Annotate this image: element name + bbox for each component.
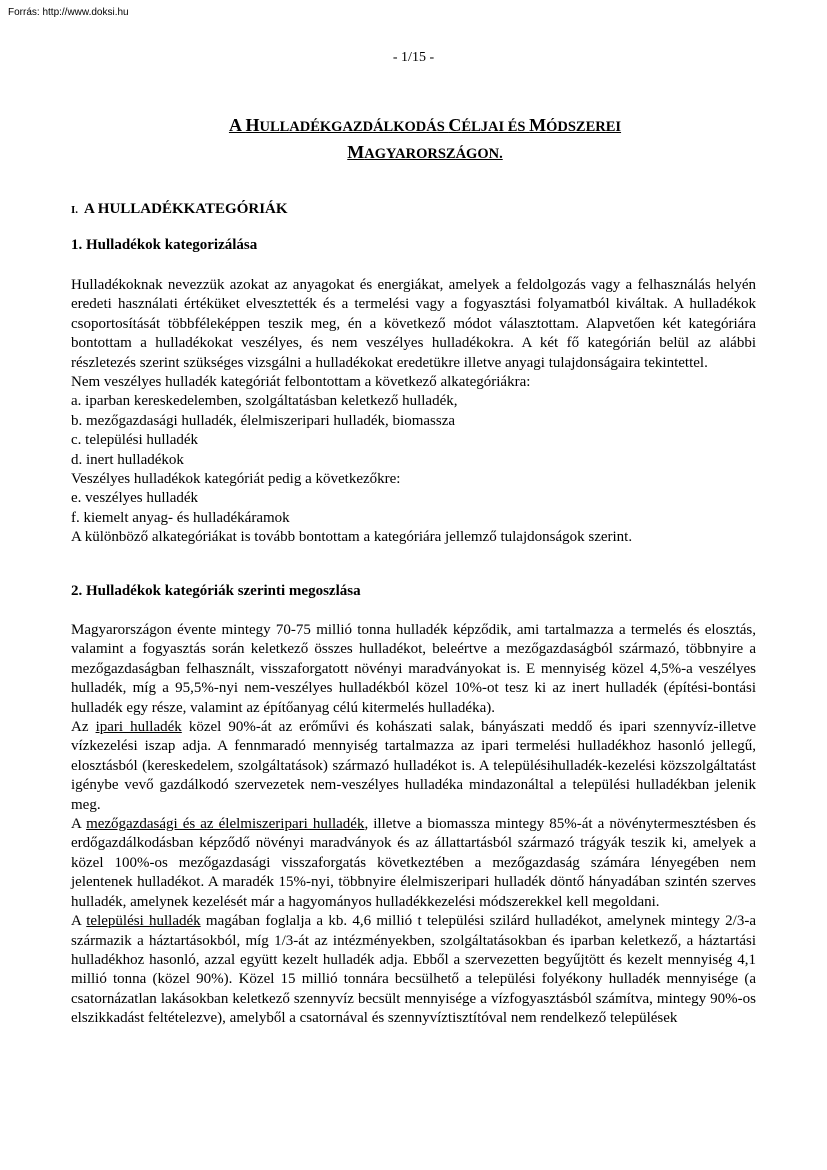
text-span: magában foglalja a kb. 4,6 millió t települési szilárd hulladékot, amelynek mintegy 2/3-a származik a háztartásokból, míg 1/3-át az intézményekben, szolgáltatásokban és iparban keletkező, a háztartási hulladékhoz hasonló, azzal együtt kezelt hulladék adja. Ebből a szervezetten begyűjtött és kezelt mennyiség 4,1 millió tonna (közel 90%). Közel 15 millió tonnára becsülhető a települési folyékony hulladék mennyisége (a csatornázatlan lakásokban keletkező szennyvíz becsült mennyisége a vízfogyasztásból számítva, mintegy 90%-os elszikkadást feltételezve), amelyből a csatornával és szennyvíztisztítóval nem rendelkező települések	[71, 913, 756, 1027]
section-heading	[71, 201, 288, 218]
paragraph	[71, 718, 756, 815]
document-title	[130, 113, 720, 167]
paragraph	[71, 912, 756, 1028]
section-title: A HULLADÉKKATEGÓRIÁK	[84, 201, 288, 217]
paragraph: Magyarországon évente mintegy 70-75 millió tonna hulladék képződik, ami tartalmazza a termelés és elosztás, valamint a fogyasztás során keletkező összes hulladékot, beleértve a mezőgazdaságból származó, többnyire a mezőgazdaságban felhasznált, visszaforgatott növényi maradványokat is. E mennyiség közel 4,5%-a veszélyes hulladék, míg a 95,5%-nyi nem-veszélyes hulladékból közel 10%-ot tesz ki az inert hulladék (építési-bontási hulladék egy része, valamint az építőanyag célú kitermelés hulladéka).	[71, 622, 756, 716]
list-item: e. veszélyes hulladék	[71, 490, 199, 507]
subheading-2: 2. Hulladékok kategóriák szerinti megoszlása	[71, 583, 361, 599]
title-part: ÉLJAI ÉS	[461, 119, 530, 135]
intro-paragraph: Hulladékoknak nevezzük azokat az anyagokat és energiákat, amelyek a feldolgozás vagy a felhasználás helyén eredeti használati értéküket elvesztették és a termelési vagy a fogyasztási folyamatból kiváltak. A hulladékok csoportosítását többféleképpen teszik meg, én a következő módot választottam. Alapvetően két kategóriára bontottam a hulladékokat veszélyes, és nem veszélyes hulladékokra. A két fő kategórián belül az alábbi részletezés szerint szükséges vizsgálni a hulladékokat eredetükre illetve anyagi tulajdonságaira tekintettel.	[71, 277, 756, 371]
paragraph	[71, 815, 756, 912]
title-part: ULLADÉKGAZDÁLKODÁS	[259, 119, 449, 135]
text-span: közel 90%-át az erőművi és kohászati salak, bányászati meddő és ipari szennyvíz-illetve vízkezelési iszap adja. A fennmaradó mennyiség tartalmazza az ipari termelési hulladékhoz hasonló jellegű, elosztásból (kereskedelem, szolgáltatások) származó hulladékot is. A településihulladék-kezelési közszolgáltatást igénybe vevő gazdálkodó szervezetek nem-veszélyes hulladéka mindazonáltal a települési hulladékban jelenik meg.	[71, 719, 756, 813]
title-part: C	[448, 115, 462, 135]
subheading-1: 1. Hulladékok kategorizálása	[71, 237, 258, 253]
text-line: Veszélyes hulladékok kategóriát pedig a következőkre:	[71, 471, 401, 488]
section-number: I.	[71, 204, 79, 216]
underlined-term: települési hulladék	[86, 913, 201, 930]
title-part: A	[228, 115, 246, 135]
title-part: M	[347, 142, 365, 162]
text-span: , illetve a biomassza mintegy 85%-át a növénytermesztésben és erdőgazdálkodásban képződő növényi maradványok és az állattartásból származó trágyák teszik ki, amelyek a közel 100%-os mezőgazdasági visszaforgatás következtében a mezőgazdaság számára lényegében nem jelentenek hulladékot. A maradék 15%-nyi, többnyire élelmiszeripari hulladék döntő hányadában szintén szerves hulladék, amelynek kezelését már a hagyományos hulladékkezelési módszerekkel kell megoldani.	[71, 816, 756, 910]
list-item: a. iparban kereskedelemben, szolgáltatásban keletkező hulladék,	[71, 393, 458, 410]
title-part: ÓDSZEREI	[546, 119, 622, 135]
page-number: - 1/15 -	[392, 50, 435, 65]
list-item: b. mezőgazdasági hulladék, élelmiszeripari hulladék, biomassza	[71, 412, 456, 429]
text-span: Az	[71, 719, 96, 736]
categorization-block	[71, 276, 756, 548]
list-item: d. inert hulladékok	[71, 451, 184, 468]
underlined-term: ipari hulladék	[95, 719, 182, 736]
title-part: AGYARORSZÁGON.	[364, 146, 503, 162]
text-span: A	[71, 816, 87, 833]
text-span: A	[71, 913, 87, 930]
source-label: Forrás: http://www.doksi.hu	[8, 7, 129, 18]
text-line: A különböző alkategóriákat is tovább bontottam a kategóriára jellemző tulajdonságok szerint.	[71, 529, 633, 546]
text-line: Nem veszélyes hulladék kategóriát felbontottam a következő alkategóriákra:	[71, 374, 531, 391]
list-item: c. települési hulladék	[71, 432, 199, 449]
distribution-block	[71, 621, 756, 1029]
title-part: H	[245, 115, 260, 135]
underlined-term: mezőgazdasági és az élelmiszeripari hulladék	[86, 816, 365, 833]
list-item: f. kiemelt anyag- és hulladékáramok	[71, 509, 290, 526]
title-part: M	[529, 115, 547, 135]
